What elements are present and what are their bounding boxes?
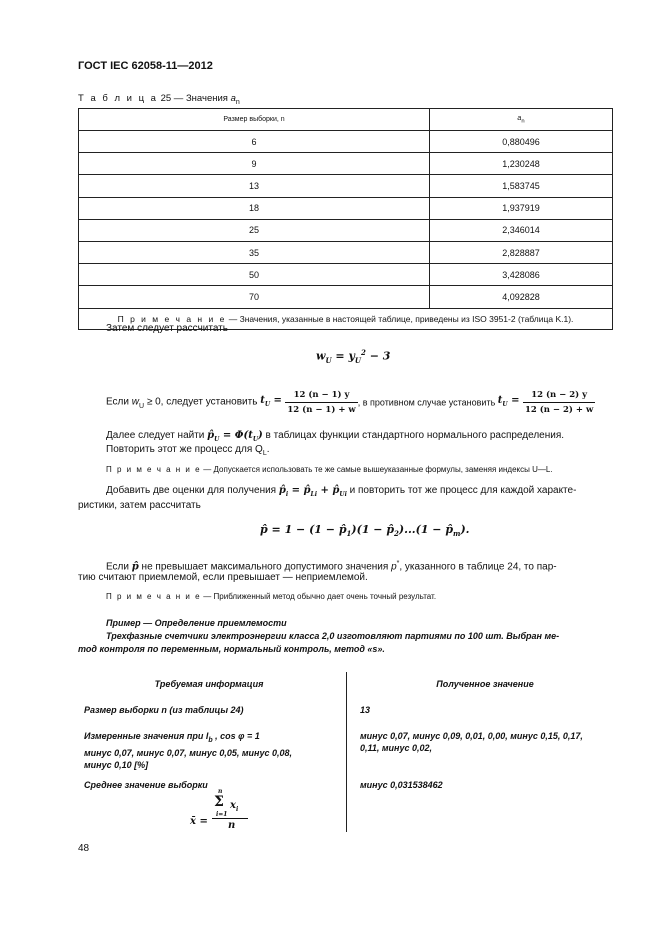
table-row — [79, 131, 613, 153]
note-2: П р и м е ч а н и е — Допускается использовать те же самые вышеуказанные формулы, заменяя индексы U—L. — [106, 465, 553, 474]
row1-left: Размер выборки n (из таблицы 24) — [84, 705, 244, 715]
document-header: ГОСТ IEC 62058-11—2012 — [78, 60, 213, 72]
row1-right: 13 — [360, 705, 371, 715]
cell-sample-size: 50 — [79, 264, 430, 286]
table-row — [79, 175, 613, 197]
cell-an-value: 0,880496 — [430, 131, 613, 153]
column-divider — [346, 672, 347, 832]
values-table — [78, 108, 613, 330]
cell-sample-size: 70 — [79, 286, 430, 308]
cell-an-value: 1,230248 — [430, 153, 613, 175]
row3-right: минус 0,031538462 — [360, 780, 443, 790]
cell-sample-size: 18 — [79, 197, 430, 219]
cell-sample-size: 13 — [79, 175, 430, 197]
table-row — [79, 286, 613, 308]
col-header-sample-size: Размер выборки, n — [79, 109, 430, 131]
row3-left: Среднее значение выборки — [84, 780, 208, 790]
table-row — [79, 153, 613, 175]
cell-an-value: 4,092828 — [430, 286, 613, 308]
cell-an-value: 2,828887 — [430, 241, 613, 263]
row2-right: минус 0,07, минус 0,09, 0,01, 0,00, минус 0,15, 0,17, 0,11, минус 0,02, — [360, 731, 583, 753]
then-calc-text: Затем следует рассчитать — [106, 323, 228, 334]
cell-an-value: 1,583745 — [430, 175, 613, 197]
left-column-header: Требуемая информация — [154, 679, 264, 689]
cell-an-value: 3,428086 — [430, 264, 613, 286]
example-line-1: Трехфазные счетчики электроэнергии класса 2,0 изготовляют партиями по 100 шт. Выбран ме- — [106, 631, 560, 641]
cell-sample-size: 25 — [79, 219, 430, 241]
cell-sample-size: 35 — [79, 241, 430, 263]
add-estimates-text: Добавить две оценки для получения $p̂_i$ = $p̂_{Li}$ + $p̂_{Ui}$ и повторить тот же процесс для каждой характе- — [106, 485, 577, 498]
note-3: П р и м е ч а н и е — Приближенный метод обычно дает очень точный результат. — [106, 592, 437, 601]
fraction-2: $\frac{12 (n - 2) y}{12 (n - 2) + w}$ — [524, 390, 594, 415]
example-line-2: тод контроля по переменным, нормальный контроль, метод «s». — [78, 644, 385, 654]
formula-w: $w_U = y_U^2 - 3$ — [316, 348, 391, 365]
row2-left: Измеренные значения при $I_b$ , cos φ = 1 минус 0,07, минус 0,07, минус 0,05, минус 0,08, минус 0,10 [%] — [84, 731, 292, 770]
cell-sample-size: 6 — [79, 131, 430, 153]
formula-p: p̂ = $1 - (1 - p̂_1)(1$ − $p̂_2)...(1$ − $p̂_m$). — [260, 523, 470, 539]
cell-an-value: 1,937919 — [430, 197, 613, 219]
if-acceptance-text: Если p̂ не превышает максимального допустимого значения p*, указанного в таблице 24, то пар- — [106, 560, 557, 573]
col-header-an: $a_n$ — [430, 109, 613, 131]
add-estimates-text-cont: ристики, затем рассчитать — [78, 500, 201, 511]
next-find-text: Далее следует найти $p̂_U = \Phi(t_U)$ в таблицах функции стандартного нормального распределения. — [106, 430, 565, 443]
table-row — [79, 241, 613, 263]
if-acceptance-text-cont: тию считают приемлемой, если превышает — неприемлемой. — [78, 572, 368, 583]
page-number: 48 — [78, 843, 90, 854]
fraction-1: $\frac{12 (n - 1) y}{12 (n - 1) + w}$ — [287, 390, 356, 415]
repeat-text: Повторить этот же процесс для $Q_L$. — [106, 444, 270, 457]
cell-sample-size: 9 — [79, 153, 430, 175]
cell-an-value: 2,346014 — [430, 219, 613, 241]
table-caption: Т а б л и ц а 25 — Значения $a_n$ — [78, 93, 240, 106]
table-row — [79, 219, 613, 241]
right-column-header: Полученное значение — [436, 679, 534, 689]
example-title: Пример — Определение приемлемости — [106, 618, 287, 628]
mean-formula: x̄ = n Σ $x_i$ i=1 n — [190, 790, 250, 836]
table-row — [79, 197, 613, 219]
table-row — [79, 264, 613, 286]
if-condition-line: Если $w_U \ge 0$, следует установить $t_U$ = $\frac{12 (n - 1) y}{12 (n - 1) + w}$ , в противном случае установить $t_U$ = $\frac{12 (n - 2) y}{12 (n - 2) + w}$ — [106, 390, 594, 415]
table-note: П р и м е ч а н и е — Значения, указанные в настоящей таблице, приведены из ISO 3951-2 (таблица K.1). — [79, 308, 613, 329]
